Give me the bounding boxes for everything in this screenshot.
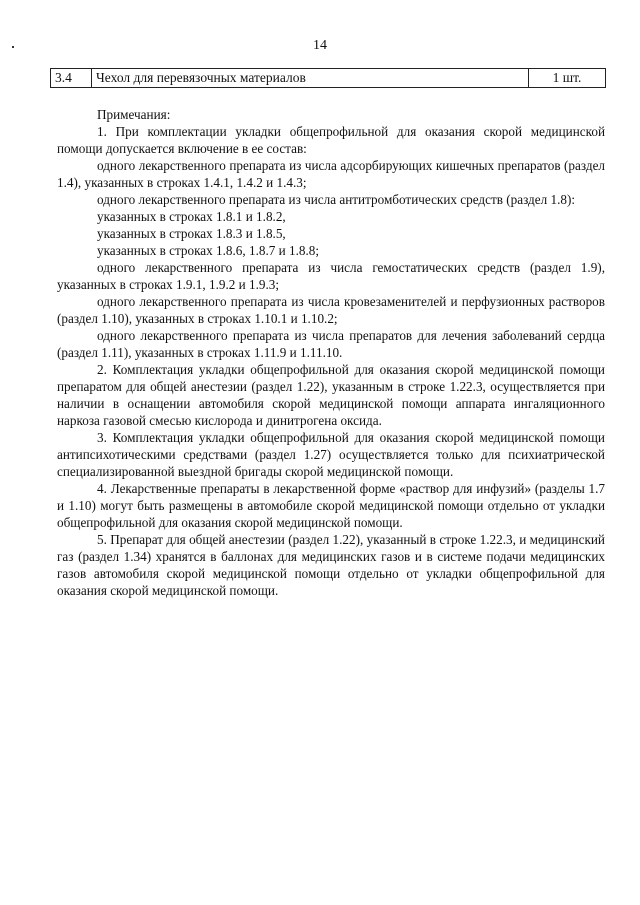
- note-paragraph: 1. При комплектации укладки общепрофильной для оказания скорой медицинской помощи допускается включение в ее состав:: [57, 124, 605, 156]
- items-table: [50, 68, 606, 88]
- item-name-cell: Чехол для перевязочных материалов: [92, 69, 529, 88]
- note-paragraph: одного лекарственного препарата из числа адсорбирующих кишечных препаратов (раздел 1.4), указанных в строках 1.4.1, 1.4.2 и 1.4.3;: [57, 158, 605, 190]
- note-paragraph: 3. Комплектация укладки общепрофильной для оказания скорой медицинской помощи антипсихотическими средствами (раздел 1.27) осуществляется только для психиатрической специализированной выездной бригады скорой медицинской помощи.: [57, 430, 605, 479]
- note-paragraph: одного лекарственного препарата из числа препаратов для лечения заболеваний сердца (раздел 1.11), указанных в строках 1.11.9 и 1.11.10.: [57, 328, 605, 360]
- notes-heading: Примечания:: [97, 107, 171, 122]
- item-number-cell: 3.4: [51, 69, 92, 88]
- item-quantity-cell: 1 шт.: [529, 69, 606, 88]
- note-paragraph: 5. Препарат для общей анестезии (раздел 1.22), указанный в строке 1.22.3, и медицинский газ (раздел 1.34) хранятся в баллонах для медицинских газов и в системе подачи медицинских газов автомобиля скорой медицинской помощи отдельно от укладки общепрофильной для оказания скорой медицинской помощи.: [57, 532, 605, 598]
- notes-section: [57, 106, 605, 599]
- note-paragraph: 4. Лекарственные препараты в лекарственной форме «раствор для инфузий» (разделы 1.7 и 1.10) могут быть размещены в автомобиле скорой медицинской помощи отдельно от укладки общепрофильной для оказания скорой медицинской помощи.: [57, 481, 605, 530]
- table-row: [51, 69, 606, 88]
- note-paragraph: 2. Комплектация укладки общепрофильной для оказания скорой медицинской помощи препаратом для общей анестезии (раздел 1.22), указанным в строке 1.22.3, осуществляется при наличии в оснащении автомобиля скорой медицинской помощи аппарата ингаляционного наркоза газовой смесью кислорода и динитрогена оксида.: [57, 362, 605, 428]
- note-paragraph: одного лекарственного препарата из числа кровезаменителей и перфузионных растворов (раздел 1.10), указанных в строках 1.10.1 и 1.10.2;: [57, 294, 605, 326]
- note-paragraph: одного лекарственного препарата из числа антитромботических средств (раздел 1.8):: [97, 192, 576, 207]
- note-paragraph: указанных в строках 1.8.6, 1.8.7 и 1.8.8;: [97, 243, 320, 258]
- note-paragraph: указанных в строках 1.8.3 и 1.8.5,: [97, 226, 286, 241]
- page-number: 14: [313, 38, 327, 53]
- note-paragraph: одного лекарственного препарата из числа гемостатических средств (раздел 1.9), указанных в строках 1.9.1, 1.9.2 и 1.9.3;: [57, 260, 605, 292]
- note-paragraph: указанных в строках 1.8.1 и 1.8.2,: [97, 209, 286, 224]
